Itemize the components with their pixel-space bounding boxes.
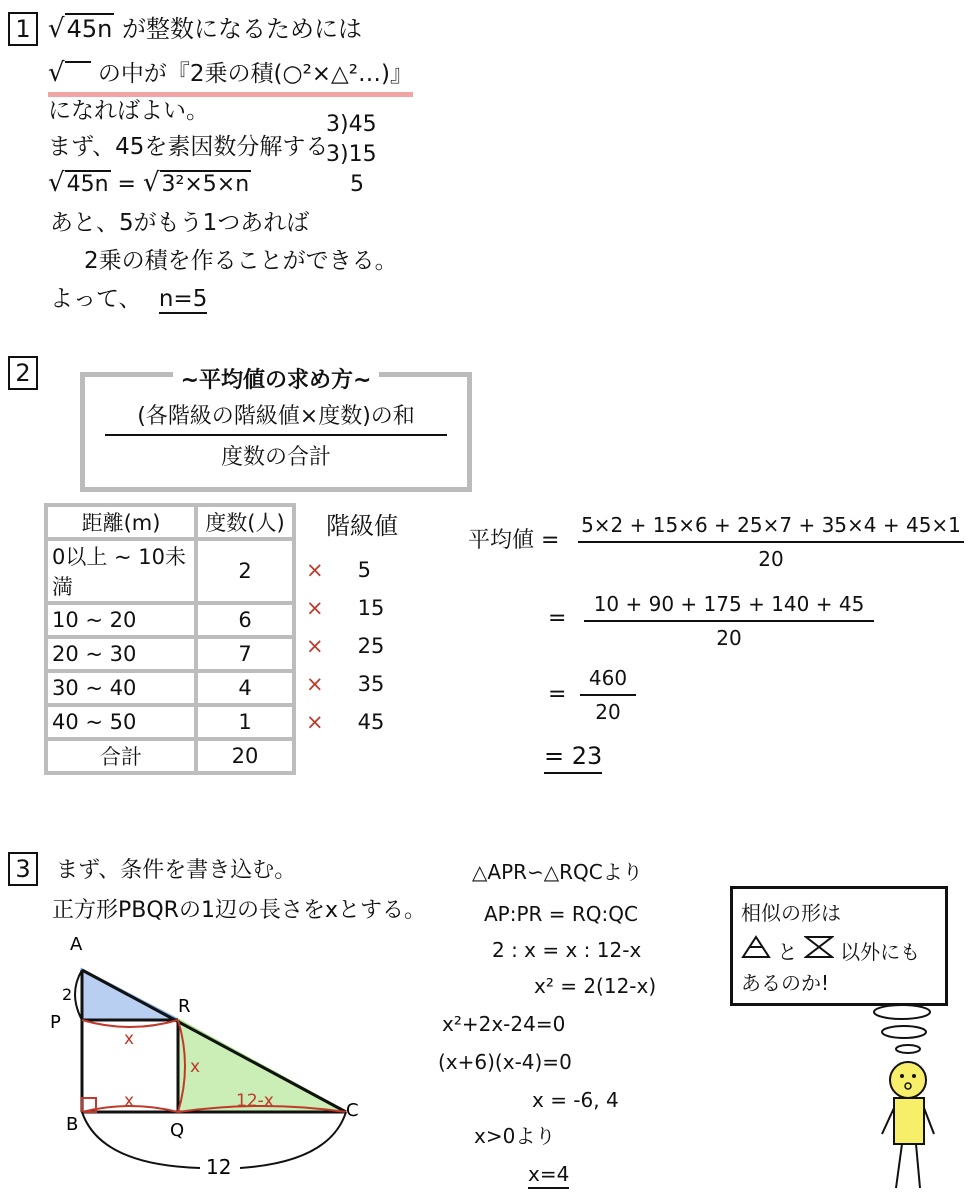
- average-label-text: 平均値: [468, 528, 535, 553]
- multiply-mark: ×: [306, 672, 324, 696]
- label-pr: x: [124, 1029, 135, 1049]
- q3-step2: AP:PR = RQ:QC: [484, 902, 638, 926]
- row-freq: 7: [196, 637, 294, 671]
- note-line2: [741, 935, 920, 962]
- hourglass-triangle-icon: [804, 935, 834, 959]
- average-result: = 23: [544, 744, 602, 774]
- q3-step8: x>0より: [474, 1124, 556, 1148]
- total-value: 20: [196, 739, 294, 773]
- formula-denominator: 度数の合計: [220, 445, 331, 470]
- formula-numerator: (各階級の階級値×度数)の和: [137, 404, 415, 429]
- q1-lhs: 45n: [66, 172, 109, 197]
- mid-value: 25: [357, 634, 385, 658]
- q1-line2-text: の中が『2乗の積(○²×△²…)』: [97, 61, 413, 87]
- q1-line6: あと、5がもう1つあれば: [50, 210, 310, 236]
- multiply-mark: ×: [306, 634, 324, 658]
- multiply-mark: ×: [306, 558, 324, 582]
- q1-line1: [48, 16, 362, 42]
- label-ap: 2: [62, 985, 73, 1004]
- q3-answer: x=4: [528, 1164, 569, 1189]
- row-freq: 4: [196, 671, 294, 705]
- table-row: [46, 603, 294, 637]
- label-qc: 12-x: [236, 1091, 274, 1111]
- label-bq: x: [124, 1091, 135, 1111]
- q1-line5: √45n = √3²×5×n: [48, 168, 250, 198]
- q3-step3: 2 : x = x : 12-x: [492, 938, 642, 962]
- mid-value: 5: [357, 558, 371, 582]
- q1-answer: n=5: [158, 286, 208, 312]
- label-r: R: [178, 996, 191, 1017]
- header-frequency: 度数(人): [196, 505, 294, 539]
- step1-numerator: 5×2 + 15×6 + 25×7 + 35×4 + 45×1: [581, 513, 961, 537]
- q1-line7: 2乗の積を作ることができる。: [84, 248, 398, 274]
- note-line3: あるのか!: [741, 971, 830, 995]
- step2-numerator: 10 + 90 + 175 + 140 + 45: [593, 592, 865, 616]
- step1-denominator: 20: [758, 547, 784, 571]
- q1-root-45n: 45n: [66, 15, 113, 43]
- q1-line1-text: が整数になるためには: [121, 15, 362, 43]
- q1-yotte: よって、: [50, 286, 142, 312]
- average-step2: [584, 592, 874, 650]
- row-freq: 6: [196, 603, 294, 637]
- mid-value: 15: [357, 596, 385, 620]
- q3-step1: △APR∽△RQCより: [472, 860, 643, 884]
- header-distance: 距離(m): [46, 505, 196, 539]
- step3-numerator: 460: [588, 666, 628, 690]
- sqrt-symbol: √: [48, 14, 65, 44]
- sqrt-symbol-2: √: [48, 58, 65, 88]
- multiply-mark: ×: [306, 596, 324, 620]
- step3-denominator: 20: [595, 700, 621, 724]
- row-range: 0以上 ~ 10未満: [46, 539, 196, 603]
- question-number-2: 2: [8, 356, 38, 390]
- row-freq: 2: [196, 539, 294, 603]
- table-row: [46, 637, 294, 671]
- total-label: 合計: [46, 739, 196, 773]
- mid-value: 45: [357, 710, 385, 734]
- average-step3: [580, 666, 636, 724]
- equals: =: [541, 528, 560, 553]
- label-c: C: [346, 1100, 359, 1121]
- question-number-3: 3: [8, 852, 38, 886]
- row-freq: 1: [196, 705, 294, 739]
- formula-title: ~平均値の求め方~: [173, 368, 380, 393]
- equals-2: =: [548, 606, 567, 631]
- row-range: 10 ~ 20: [46, 603, 196, 637]
- triangle-figure: [40, 930, 400, 1200]
- q1-div2: 3)15: [326, 142, 377, 167]
- thinking-person-illustration: [860, 1004, 950, 1194]
- triangle-icon: [741, 935, 771, 959]
- note-igai: 以外にも: [840, 940, 921, 964]
- label-bc: 12: [206, 1155, 232, 1179]
- label-b: B: [66, 1114, 79, 1135]
- table-row: [46, 705, 294, 739]
- equals-3: =: [548, 682, 567, 707]
- step2-denominator: 20: [716, 626, 742, 650]
- q3-step6: (x+6)(x-4)=0: [438, 1050, 572, 1074]
- q3-step7: x = -6, 4: [532, 1088, 619, 1112]
- row-range: 30 ~ 40: [46, 671, 196, 705]
- mid-value-header: 階級値: [326, 512, 398, 540]
- mid-value: 35: [357, 672, 385, 696]
- q3-line1: まず、条件を書き込む。: [56, 858, 297, 883]
- multiply-mark: ×: [306, 710, 324, 734]
- table-row: [46, 539, 294, 603]
- formula-fraction: [105, 399, 447, 471]
- label-rq: x: [190, 1057, 201, 1077]
- label-p: P: [50, 1012, 61, 1033]
- average-formula-box: [80, 368, 472, 492]
- q1-line3: になればよい。: [48, 98, 209, 124]
- q1-line8: [50, 288, 207, 311]
- mid-value-column: [306, 551, 406, 741]
- q1-div1: 3)45: [326, 112, 377, 137]
- table-row: [46, 671, 294, 705]
- q1-rhs: 3²×5×n: [161, 172, 250, 197]
- frequency-table: [44, 503, 296, 775]
- note-box: [730, 886, 948, 1006]
- q1-div3: 5: [350, 172, 364, 197]
- note-line1: 相似の形は: [741, 901, 841, 925]
- q3-step5: x²+2x-24=0: [442, 1012, 566, 1036]
- label-q: Q: [170, 1120, 185, 1141]
- question-number-1: 1: [8, 12, 38, 46]
- note-to: と: [777, 940, 798, 964]
- q3-line2: 正方形PBQRの1辺の長さをxとする。: [52, 898, 426, 923]
- row-range: 20 ~ 30: [46, 637, 196, 671]
- table-header-row: [46, 505, 294, 539]
- average-label: [468, 530, 559, 552]
- row-range: 40 ~ 50: [46, 705, 196, 739]
- table-total-row: [46, 739, 294, 773]
- q1-line4: まず、45を素因数分解する: [48, 134, 329, 160]
- q3-step4: x² = 2(12-x): [534, 974, 657, 998]
- average-step1: [578, 513, 964, 571]
- label-a: A: [70, 934, 83, 955]
- q1-line2: [48, 60, 413, 97]
- q1-eq: =: [117, 172, 136, 197]
